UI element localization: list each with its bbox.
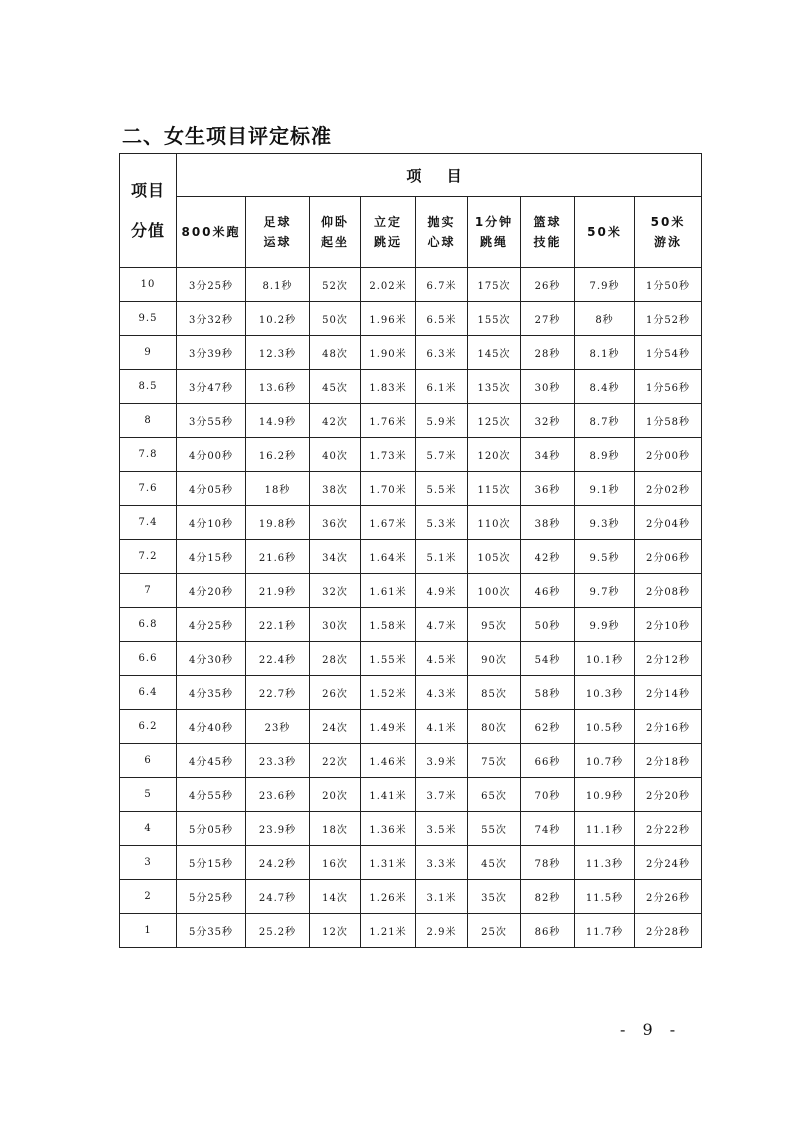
column-header-label: 技能 bbox=[533, 235, 562, 249]
column-header-label: 跳绳 bbox=[479, 235, 508, 249]
standard-cell: 1.83米 bbox=[361, 370, 416, 404]
standard-cell: 2分06秒 bbox=[635, 540, 702, 574]
standard-cell: 70秒 bbox=[521, 778, 575, 812]
standard-cell: 1.36米 bbox=[361, 812, 416, 846]
standard-cell: 4分55秒 bbox=[177, 778, 246, 812]
score-cell: 8 bbox=[120, 404, 177, 438]
standard-cell: 21.6秒 bbox=[246, 540, 310, 574]
standard-cell: 8秒 bbox=[575, 302, 635, 336]
column-header-cell bbox=[246, 197, 310, 268]
table-row bbox=[120, 710, 702, 744]
standard-cell: 30秒 bbox=[521, 370, 575, 404]
standard-cell: 175次 bbox=[468, 268, 521, 302]
standard-cell: 3分32秒 bbox=[177, 302, 246, 336]
score-header-line-2: 分值 bbox=[130, 220, 165, 240]
standard-cell: 2分14秒 bbox=[635, 676, 702, 710]
score-header-cell bbox=[120, 154, 177, 268]
standard-cell: 23.3秒 bbox=[246, 744, 310, 778]
standard-cell: 34次 bbox=[310, 540, 361, 574]
standard-cell: 22.4秒 bbox=[246, 642, 310, 676]
standard-cell: 6.3米 bbox=[416, 336, 468, 370]
standard-cell: 23.6秒 bbox=[246, 778, 310, 812]
score-cell: 9.5 bbox=[120, 302, 177, 336]
score-cell: 6 bbox=[120, 744, 177, 778]
standard-cell: 9.1秒 bbox=[575, 472, 635, 506]
table-row bbox=[120, 642, 702, 676]
standard-cell: 4分35秒 bbox=[177, 676, 246, 710]
standard-cell: 11.5秒 bbox=[575, 880, 635, 914]
column-header-label: 心球 bbox=[427, 235, 456, 249]
standard-cell: 42次 bbox=[310, 404, 361, 438]
standard-cell: 3.3米 bbox=[416, 846, 468, 880]
table-row bbox=[120, 404, 702, 438]
standard-cell: 3.7米 bbox=[416, 778, 468, 812]
standard-cell: 2分20秒 bbox=[635, 778, 702, 812]
standard-cell: 2分04秒 bbox=[635, 506, 702, 540]
table-row bbox=[120, 812, 702, 846]
table-row bbox=[120, 302, 702, 336]
table-row bbox=[120, 540, 702, 574]
standard-cell: 1.21米 bbox=[361, 914, 416, 948]
standard-cell: 42秒 bbox=[521, 540, 575, 574]
standard-cell: 32次 bbox=[310, 574, 361, 608]
table-row bbox=[120, 472, 702, 506]
standard-cell: 32秒 bbox=[521, 404, 575, 438]
standard-cell: 16.2秒 bbox=[246, 438, 310, 472]
standard-cell: 155次 bbox=[468, 302, 521, 336]
score-cell: 6.2 bbox=[120, 710, 177, 744]
standard-cell: 1.26米 bbox=[361, 880, 416, 914]
standard-cell: 9.5秒 bbox=[575, 540, 635, 574]
score-cell: 9 bbox=[120, 336, 177, 370]
standard-cell: 21.9秒 bbox=[246, 574, 310, 608]
column-header-label: 1分钟 bbox=[474, 215, 514, 229]
standard-cell: 14次 bbox=[310, 880, 361, 914]
standard-cell: 5分35秒 bbox=[177, 914, 246, 948]
standard-cell: 3.9米 bbox=[416, 744, 468, 778]
standard-cell: 2分16秒 bbox=[635, 710, 702, 744]
standard-cell: 4分10秒 bbox=[177, 506, 246, 540]
standard-cell: 85次 bbox=[468, 676, 521, 710]
standard-cell: 12.3秒 bbox=[246, 336, 310, 370]
standard-cell: 2分02秒 bbox=[635, 472, 702, 506]
standard-cell: 27秒 bbox=[521, 302, 575, 336]
score-cell: 7 bbox=[120, 574, 177, 608]
column-header-label: 抛实 bbox=[427, 215, 456, 229]
standard-cell: 62秒 bbox=[521, 710, 575, 744]
standard-cell: 6.7米 bbox=[416, 268, 468, 302]
standard-cell: 3分55秒 bbox=[177, 404, 246, 438]
table-row bbox=[120, 880, 702, 914]
standard-cell: 115次 bbox=[468, 472, 521, 506]
standard-cell: 4.3米 bbox=[416, 676, 468, 710]
standard-cell: 45次 bbox=[310, 370, 361, 404]
score-cell: 4 bbox=[120, 812, 177, 846]
standard-cell: 30次 bbox=[310, 608, 361, 642]
standard-cell: 16次 bbox=[310, 846, 361, 880]
standard-cell: 4分45秒 bbox=[177, 744, 246, 778]
standard-cell: 58秒 bbox=[521, 676, 575, 710]
standard-cell: 4分40秒 bbox=[177, 710, 246, 744]
section-title: 二、女生项目评定标准 bbox=[122, 124, 332, 148]
column-header-label: 仰卧 bbox=[320, 215, 349, 229]
standard-cell: 1.70米 bbox=[361, 472, 416, 506]
score-cell: 7.8 bbox=[120, 438, 177, 472]
standard-cell: 34秒 bbox=[521, 438, 575, 472]
header-row-columns bbox=[120, 197, 702, 268]
table-row bbox=[120, 336, 702, 370]
standard-cell: 22次 bbox=[310, 744, 361, 778]
standard-cell: 18次 bbox=[310, 812, 361, 846]
column-header-label: 游泳 bbox=[653, 235, 682, 249]
score-cell: 7.4 bbox=[120, 506, 177, 540]
standard-cell: 120次 bbox=[468, 438, 521, 472]
standard-cell: 26秒 bbox=[521, 268, 575, 302]
standard-cell: 48次 bbox=[310, 336, 361, 370]
standard-cell: 24.7秒 bbox=[246, 880, 310, 914]
standard-cell: 8.9秒 bbox=[575, 438, 635, 472]
column-header-cell bbox=[310, 197, 361, 268]
table-row bbox=[120, 608, 702, 642]
standard-cell: 22.7秒 bbox=[246, 676, 310, 710]
column-header-label: 篮球 bbox=[533, 215, 562, 229]
standard-cell: 90次 bbox=[468, 642, 521, 676]
column-header-cell bbox=[635, 197, 702, 268]
standard-cell: 2分22秒 bbox=[635, 812, 702, 846]
standard-cell: 19.8秒 bbox=[246, 506, 310, 540]
standard-cell: 1分56秒 bbox=[635, 370, 702, 404]
standard-cell: 1.96米 bbox=[361, 302, 416, 336]
standard-cell: 5.3米 bbox=[416, 506, 468, 540]
standard-cell: 25.2秒 bbox=[246, 914, 310, 948]
standard-cell: 25次 bbox=[468, 914, 521, 948]
standard-cell: 80次 bbox=[468, 710, 521, 744]
standard-cell: 10.9秒 bbox=[575, 778, 635, 812]
header-row-items bbox=[120, 154, 702, 197]
score-cell: 6.4 bbox=[120, 676, 177, 710]
standard-cell: 2.02米 bbox=[361, 268, 416, 302]
score-cell: 2 bbox=[120, 880, 177, 914]
standard-cell: 5分15秒 bbox=[177, 846, 246, 880]
standard-cell: 4分05秒 bbox=[177, 472, 246, 506]
standard-cell: 1.67米 bbox=[361, 506, 416, 540]
standard-cell: 46秒 bbox=[521, 574, 575, 608]
standard-cell: 4.1米 bbox=[416, 710, 468, 744]
standard-cell: 52次 bbox=[310, 268, 361, 302]
column-header-cell bbox=[521, 197, 575, 268]
standard-cell: 10.2秒 bbox=[246, 302, 310, 336]
table-row bbox=[120, 744, 702, 778]
standard-cell: 10.3秒 bbox=[575, 676, 635, 710]
standard-cell: 1.41米 bbox=[361, 778, 416, 812]
standard-cell: 2分24秒 bbox=[635, 846, 702, 880]
standard-cell: 3分39秒 bbox=[177, 336, 246, 370]
standard-cell: 38秒 bbox=[521, 506, 575, 540]
standard-cell: 1.58米 bbox=[361, 608, 416, 642]
column-header-cell bbox=[177, 197, 246, 268]
column-header-label: 足球 bbox=[263, 215, 292, 229]
score-cell: 3 bbox=[120, 846, 177, 880]
standard-cell: 6.5米 bbox=[416, 302, 468, 336]
standard-cell: 78秒 bbox=[521, 846, 575, 880]
standard-cell: 5.9米 bbox=[416, 404, 468, 438]
standard-cell: 28秒 bbox=[521, 336, 575, 370]
score-cell: 7.2 bbox=[120, 540, 177, 574]
standard-cell: 6.1米 bbox=[416, 370, 468, 404]
standard-cell: 105次 bbox=[468, 540, 521, 574]
standard-cell: 1.31米 bbox=[361, 846, 416, 880]
standard-cell: 2分00秒 bbox=[635, 438, 702, 472]
standard-cell: 82秒 bbox=[521, 880, 575, 914]
standard-cell: 3分25秒 bbox=[177, 268, 246, 302]
standard-cell: 18秒 bbox=[246, 472, 310, 506]
standard-cell: 24次 bbox=[310, 710, 361, 744]
standard-cell: 5分05秒 bbox=[177, 812, 246, 846]
standard-cell: 14.9秒 bbox=[246, 404, 310, 438]
table-row bbox=[120, 438, 702, 472]
standard-cell: 2.9米 bbox=[416, 914, 468, 948]
standard-cell: 2分10秒 bbox=[635, 608, 702, 642]
standard-cell: 10.1秒 bbox=[575, 642, 635, 676]
standard-cell: 110次 bbox=[468, 506, 521, 540]
standard-cell: 74秒 bbox=[521, 812, 575, 846]
standard-cell: 1分58秒 bbox=[635, 404, 702, 438]
standard-cell: 24.2秒 bbox=[246, 846, 310, 880]
standard-cell: 9.7秒 bbox=[575, 574, 635, 608]
standard-cell: 1分50秒 bbox=[635, 268, 702, 302]
standard-cell: 35次 bbox=[468, 880, 521, 914]
table-row bbox=[120, 370, 702, 404]
standard-cell: 145次 bbox=[468, 336, 521, 370]
standard-cell: 2分12秒 bbox=[635, 642, 702, 676]
standard-cell: 4分30秒 bbox=[177, 642, 246, 676]
column-header-cell bbox=[468, 197, 521, 268]
standard-cell: 36次 bbox=[310, 506, 361, 540]
standard-cell: 4分15秒 bbox=[177, 540, 246, 574]
standard-cell: 7.9秒 bbox=[575, 268, 635, 302]
standard-cell: 8.1秒 bbox=[246, 268, 310, 302]
standard-cell: 20次 bbox=[310, 778, 361, 812]
standard-cell: 9.9秒 bbox=[575, 608, 635, 642]
score-cell: 8.5 bbox=[120, 370, 177, 404]
standard-cell: 1分52秒 bbox=[635, 302, 702, 336]
column-header-label: 立定 bbox=[373, 215, 402, 229]
standard-cell: 4.7米 bbox=[416, 608, 468, 642]
table-row bbox=[120, 676, 702, 710]
column-header-label: 起坐 bbox=[320, 235, 349, 249]
table-row bbox=[120, 506, 702, 540]
standard-cell: 3分47秒 bbox=[177, 370, 246, 404]
standard-cell: 5.1米 bbox=[416, 540, 468, 574]
column-header-label: 50米 bbox=[587, 225, 622, 239]
score-cell: 5 bbox=[120, 778, 177, 812]
table-row bbox=[120, 268, 702, 302]
standard-cell: 1.64米 bbox=[361, 540, 416, 574]
standard-cell: 2分18秒 bbox=[635, 744, 702, 778]
column-header-label: 运球 bbox=[263, 235, 292, 249]
standard-cell: 125次 bbox=[468, 404, 521, 438]
items-header-cell bbox=[177, 154, 702, 197]
standard-cell: 1分54秒 bbox=[635, 336, 702, 370]
items-header: 项 目 bbox=[406, 166, 472, 185]
standard-cell: 5.5米 bbox=[416, 472, 468, 506]
standard-cell: 54秒 bbox=[521, 642, 575, 676]
table-body bbox=[120, 154, 702, 948]
standard-cell: 1.46米 bbox=[361, 744, 416, 778]
score-cell: 6.8 bbox=[120, 608, 177, 642]
standard-cell: 1.49米 bbox=[361, 710, 416, 744]
standard-cell: 65次 bbox=[468, 778, 521, 812]
standard-cell: 100次 bbox=[468, 574, 521, 608]
standard-cell: 8.4秒 bbox=[575, 370, 635, 404]
standard-cell: 4分25秒 bbox=[177, 608, 246, 642]
table-row bbox=[120, 914, 702, 948]
standard-cell: 86秒 bbox=[521, 914, 575, 948]
score-header-line-1: 项目 bbox=[130, 180, 165, 200]
score-cell: 10 bbox=[120, 268, 177, 302]
standard-cell: 23秒 bbox=[246, 710, 310, 744]
standard-cell: 55次 bbox=[468, 812, 521, 846]
standard-cell: 38次 bbox=[310, 472, 361, 506]
standard-cell: 8.7秒 bbox=[575, 404, 635, 438]
standard-cell: 135次 bbox=[468, 370, 521, 404]
standard-cell: 1.90米 bbox=[361, 336, 416, 370]
standard-cell: 45次 bbox=[468, 846, 521, 880]
column-header-label: 800米跑 bbox=[181, 225, 241, 239]
standard-cell: 95次 bbox=[468, 608, 521, 642]
standard-cell: 4分00秒 bbox=[177, 438, 246, 472]
standard-cell: 1.52米 bbox=[361, 676, 416, 710]
column-header-label: 跳远 bbox=[373, 235, 402, 249]
column-header-cell bbox=[575, 197, 635, 268]
standard-cell: 12次 bbox=[310, 914, 361, 948]
standard-cell: 4分20秒 bbox=[177, 574, 246, 608]
standard-cell: 23.9秒 bbox=[246, 812, 310, 846]
standard-cell: 50次 bbox=[310, 302, 361, 336]
standard-cell: 22.1秒 bbox=[246, 608, 310, 642]
standard-cell: 11.3秒 bbox=[575, 846, 635, 880]
column-header-cell bbox=[416, 197, 468, 268]
column-header-cell bbox=[361, 197, 416, 268]
standard-cell: 28次 bbox=[310, 642, 361, 676]
standard-cell: 4.9米 bbox=[416, 574, 468, 608]
standard-cell: 40次 bbox=[310, 438, 361, 472]
score-cell: 1 bbox=[120, 914, 177, 948]
standard-cell: 10.7秒 bbox=[575, 744, 635, 778]
standard-cell: 36秒 bbox=[521, 472, 575, 506]
table-row bbox=[120, 574, 702, 608]
standard-cell: 5.7米 bbox=[416, 438, 468, 472]
standard-cell: 9.3秒 bbox=[575, 506, 635, 540]
score-cell: 6.6 bbox=[120, 642, 177, 676]
standard-cell: 75次 bbox=[468, 744, 521, 778]
standard-cell: 5分25秒 bbox=[177, 880, 246, 914]
column-header-label: 50米 bbox=[650, 215, 686, 229]
standard-cell: 10.5秒 bbox=[575, 710, 635, 744]
standard-cell: 3.1米 bbox=[416, 880, 468, 914]
table-row bbox=[120, 778, 702, 812]
standard-cell: 4.5米 bbox=[416, 642, 468, 676]
standard-cell: 2分08秒 bbox=[635, 574, 702, 608]
standard-cell: 11.7秒 bbox=[575, 914, 635, 948]
standard-cell: 8.1秒 bbox=[575, 336, 635, 370]
standard-cell: 1.73米 bbox=[361, 438, 416, 472]
standard-cell: 3.5米 bbox=[416, 812, 468, 846]
standard-cell: 11.1秒 bbox=[575, 812, 635, 846]
standard-cell: 66秒 bbox=[521, 744, 575, 778]
standard-cell: 2分28秒 bbox=[635, 914, 702, 948]
standard-cell: 1.61米 bbox=[361, 574, 416, 608]
page-number: - 9 - bbox=[620, 1020, 682, 1039]
table-row bbox=[120, 846, 702, 880]
score-cell: 7.6 bbox=[120, 472, 177, 506]
standard-cell: 26次 bbox=[310, 676, 361, 710]
standard-cell: 1.55米 bbox=[361, 642, 416, 676]
standard-cell: 13.6秒 bbox=[246, 370, 310, 404]
standard-cell: 2分26秒 bbox=[635, 880, 702, 914]
standard-cell: 50秒 bbox=[521, 608, 575, 642]
scoring-standard-table bbox=[119, 153, 702, 948]
standard-cell: 1.76米 bbox=[361, 404, 416, 438]
